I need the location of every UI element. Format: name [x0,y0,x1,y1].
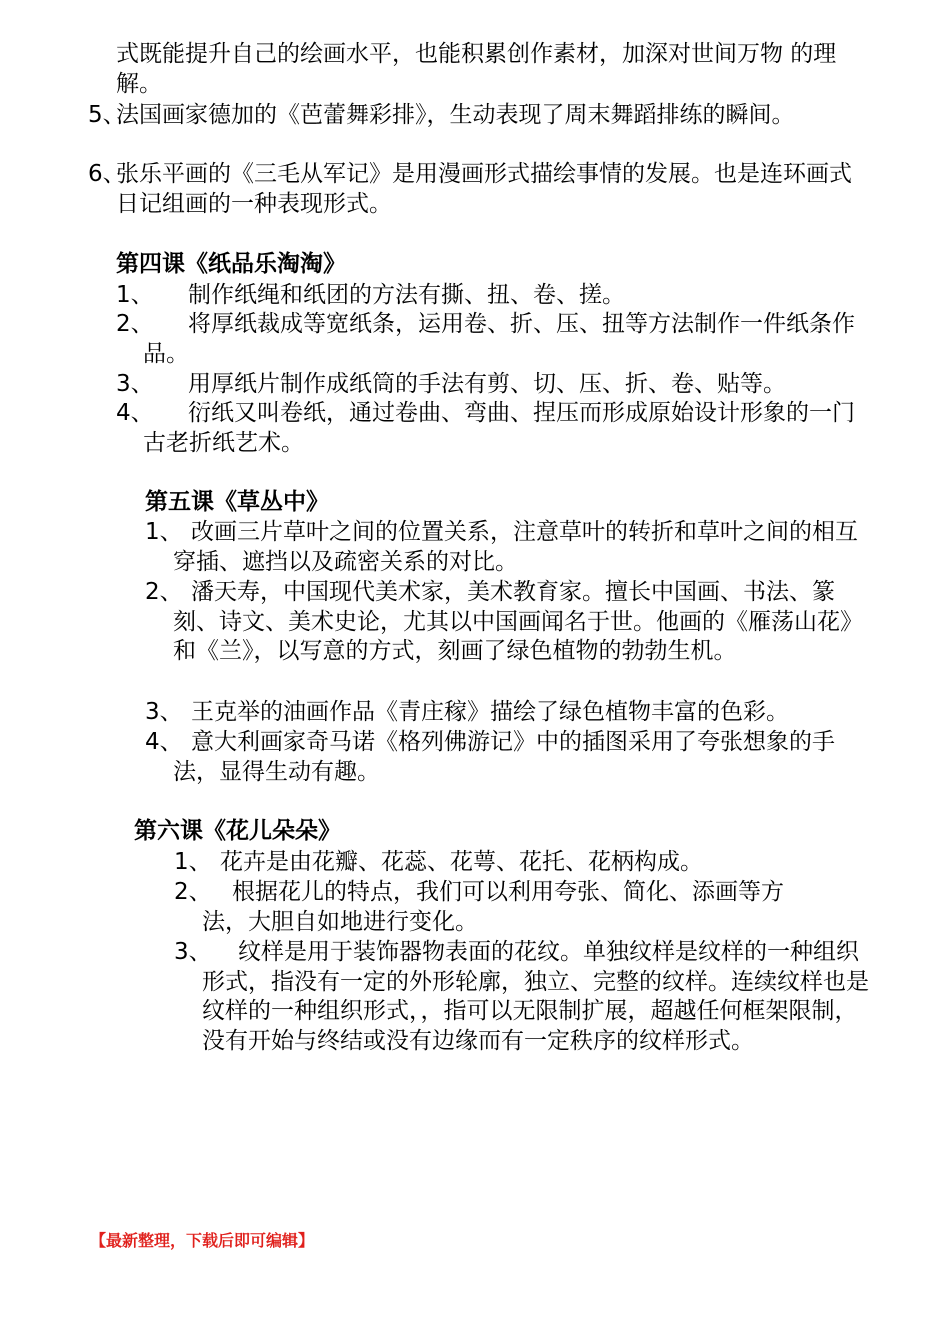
item-number: 3、 [145,699,183,725]
list-item [88,160,858,219]
list-item [145,518,880,577]
item-text: 将厚纸裁成等宽纸条，运用卷、折、压、扭等方法制作一件纸条作品。 [143,311,855,367]
item-text: 衍纸又叫卷纸，通过卷曲、弯曲、捏压而形成原始设计形象的一门古老折纸艺术。 [143,400,855,456]
item-number: 5、 [88,102,126,128]
item-number: 4、 [145,729,183,755]
item-number: 6、 [88,161,126,187]
list-item [116,399,856,458]
item-number: 3、 [174,939,212,965]
item-number: 1、 [174,849,212,875]
list-item [145,698,880,728]
lesson6-title: 第六课《花儿朵朵》 [134,818,341,844]
intro-continuation [116,40,856,99]
list-item [174,848,874,878]
lesson4-title: 第四课《纸品乐淘淘》 [116,251,346,277]
list-item [116,310,856,369]
list-item [145,578,880,667]
list-item [174,938,874,1056]
item-text: 纹样是用于装饰器物表面的花纹。单独纹样是纹样的一种组织形式，指没有一定的外形轮廓，独立、完整的纹样。连续纹样也是纹样的一种组织形式，，指可以无限制扩展，超越任何框架限制，没有开始与终结或没有边缘而有一定秩序的纹样形式。 [202,939,869,1054]
list-item [88,101,858,131]
intro-continuation-text: 式既能提升自己的绘画水平，也能积累创作素材，加深对世间万物 的理解。 [116,41,837,97]
item-text: 根据花儿的特点，我们可以利用夸张、简化、添画等方法，大胆自如地进行变化。 [202,879,784,935]
item-text: 张乐平画的《三毛从军记》是用漫画形式描绘事情的发展。也是连环画式日记组画的一种表现形式。 [116,161,852,217]
item-text: 改画三片草叶之间的位置关系，注意草叶的转折和草叶之间的相互穿插、遮挡以及疏密关系的对比。 [173,519,858,575]
item-text: 花卉是由花瓣、花蕊、花萼、花托、花柄构成。 [220,849,703,875]
lesson5-title: 第五课《草丛中》 [145,489,329,515]
item-number: 2、 [174,879,212,905]
item-text: 意大利画家奇马诺《格列佛游记》中的插图采用了夸张想象的手法，显得生动有趣。 [173,729,835,785]
footer-note: 【最新整理，下载后即可编辑】 [90,1231,315,1250]
item-number: 3、 [116,371,154,397]
item-number: 4、 [116,400,154,426]
item-number: 1、 [145,519,183,545]
item-text: 制作纸绳和纸团的方法有撕、扭、卷、搓。 [188,282,625,308]
list-item [116,370,856,400]
list-item [116,281,856,311]
item-text: 用厚纸片制作成纸筒的手法有剪、切、压、折、卷、贴等。 [188,371,786,397]
item-text: 法国画家德加的《芭蕾舞彩排》，生动表现了周末舞蹈排练的瞬间。 [116,102,795,128]
item-text: 王克举的油画作品《青庄稼》描绘了绿色植物丰富的色彩。 [191,699,789,725]
list-item [145,728,880,787]
item-text: 潘天寿，中国现代美术家，美术教育家。擅长中国画、书法、篆刻、诗文、美术史论，尤其以中国画闻名于世。他画的《雁荡山花》和《兰》，以写意的方式，刻画了绿色植物的勃勃生机。 [173,579,863,664]
item-number: 1、 [116,282,154,308]
item-number: 2、 [145,579,183,605]
item-number: 2、 [116,311,154,337]
list-item [174,878,824,937]
